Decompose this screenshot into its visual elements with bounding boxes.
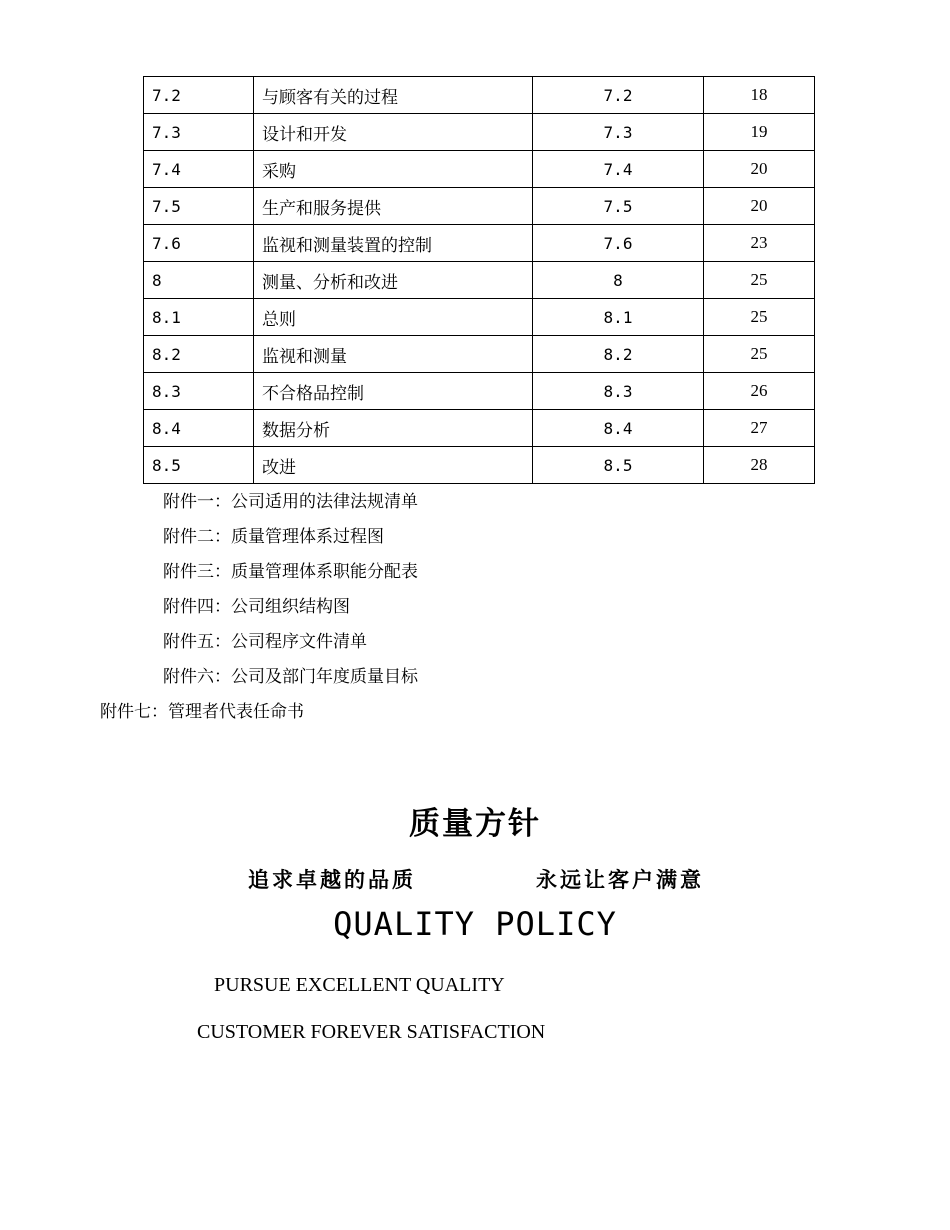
- toc-clause: 7.6: [533, 225, 704, 262]
- appendix-item: 附件二：质量管理体系过程图: [163, 527, 384, 547]
- table-row: [144, 410, 815, 447]
- toc-title: 改进: [254, 447, 533, 484]
- quality-policy-title-cn: 质量方针: [409, 806, 541, 842]
- toc-page: 19: [704, 114, 815, 151]
- table-row: [144, 373, 815, 410]
- appendix-item: 附件四：公司组织结构图: [163, 597, 350, 617]
- toc-clause: 8: [533, 262, 704, 299]
- toc-page: 26: [704, 373, 815, 410]
- appendix-item: 附件三：质量管理体系职能分配表: [163, 562, 418, 582]
- toc-title: 设计和开发: [254, 114, 533, 151]
- table-row: [144, 262, 815, 299]
- toc-clause: 7.5: [533, 188, 704, 225]
- appendix-item: 附件七：管理者代表任命书: [100, 702, 304, 722]
- table-row: [144, 114, 815, 151]
- toc-page: 20: [704, 188, 815, 225]
- toc-page: 27: [704, 410, 815, 447]
- toc-section: 8.3: [144, 373, 254, 410]
- toc-title: 测量、分析和改进: [254, 262, 533, 299]
- toc-page: 25: [704, 336, 815, 373]
- appendix-item: 附件五：公司程序文件清单: [163, 632, 367, 652]
- toc-clause: 7.3: [533, 114, 704, 151]
- toc-section: 8.5: [144, 447, 254, 484]
- quality-policy-line-cn-left: 追求卓越的品质: [248, 868, 416, 892]
- toc-section: 7.4: [144, 151, 254, 188]
- quality-policy-line-cn-right: 永远让客户满意: [536, 868, 704, 892]
- toc-page: 25: [704, 262, 815, 299]
- toc-title: 数据分析: [254, 410, 533, 447]
- table-row: [144, 336, 815, 373]
- toc-clause: 8.1: [533, 299, 704, 336]
- toc-section: 7.2: [144, 77, 254, 114]
- appendix-item: 附件六：公司及部门年度质量目标: [163, 667, 418, 687]
- toc-section: 8: [144, 262, 254, 299]
- toc-clause: 8.4: [533, 410, 704, 447]
- toc-page: 25: [704, 299, 815, 336]
- toc-title: 生产和服务提供: [254, 188, 533, 225]
- toc-title: 不合格品控制: [254, 373, 533, 410]
- toc-page: 18: [704, 77, 815, 114]
- toc-title: 采购: [254, 151, 533, 188]
- toc-clause: 8.5: [533, 447, 704, 484]
- toc-title: 总则: [254, 299, 533, 336]
- toc-title: 监视和测量: [254, 336, 533, 373]
- toc-section: 8.1: [144, 299, 254, 336]
- toc-page: 20: [704, 151, 815, 188]
- table-row: [144, 77, 815, 114]
- quality-policy-line-en-1: PURSUE EXCELLENT QUALITY: [214, 974, 505, 996]
- table-row: [144, 299, 815, 336]
- toc-section: 7.3: [144, 114, 254, 151]
- table-row: [144, 151, 815, 188]
- toc-page: 28: [704, 447, 815, 484]
- toc-table: [143, 76, 815, 484]
- toc-section: 8.4: [144, 410, 254, 447]
- toc-clause: 8.2: [533, 336, 704, 373]
- appendix-item: 附件一：公司适用的法律法规清单: [163, 492, 418, 512]
- table-row: [144, 188, 815, 225]
- toc-section: 8.2: [144, 336, 254, 373]
- quality-policy-line-en-2: CUSTOMER FOREVER SATISFACTION: [197, 1021, 546, 1043]
- toc-clause: 7.2: [533, 77, 704, 114]
- toc-section: 7.5: [144, 188, 254, 225]
- toc-clause: 8.3: [533, 373, 704, 410]
- toc-page: 23: [704, 225, 815, 262]
- quality-policy-title-en: QUALITY POLICY: [333, 905, 617, 943]
- table-row: [144, 447, 815, 484]
- toc-section: 7.6: [144, 225, 254, 262]
- toc-title: 监视和测量装置的控制: [254, 225, 533, 262]
- table-row: [144, 225, 815, 262]
- toc-title: 与顾客有关的过程: [254, 77, 533, 114]
- toc-clause: 7.4: [533, 151, 704, 188]
